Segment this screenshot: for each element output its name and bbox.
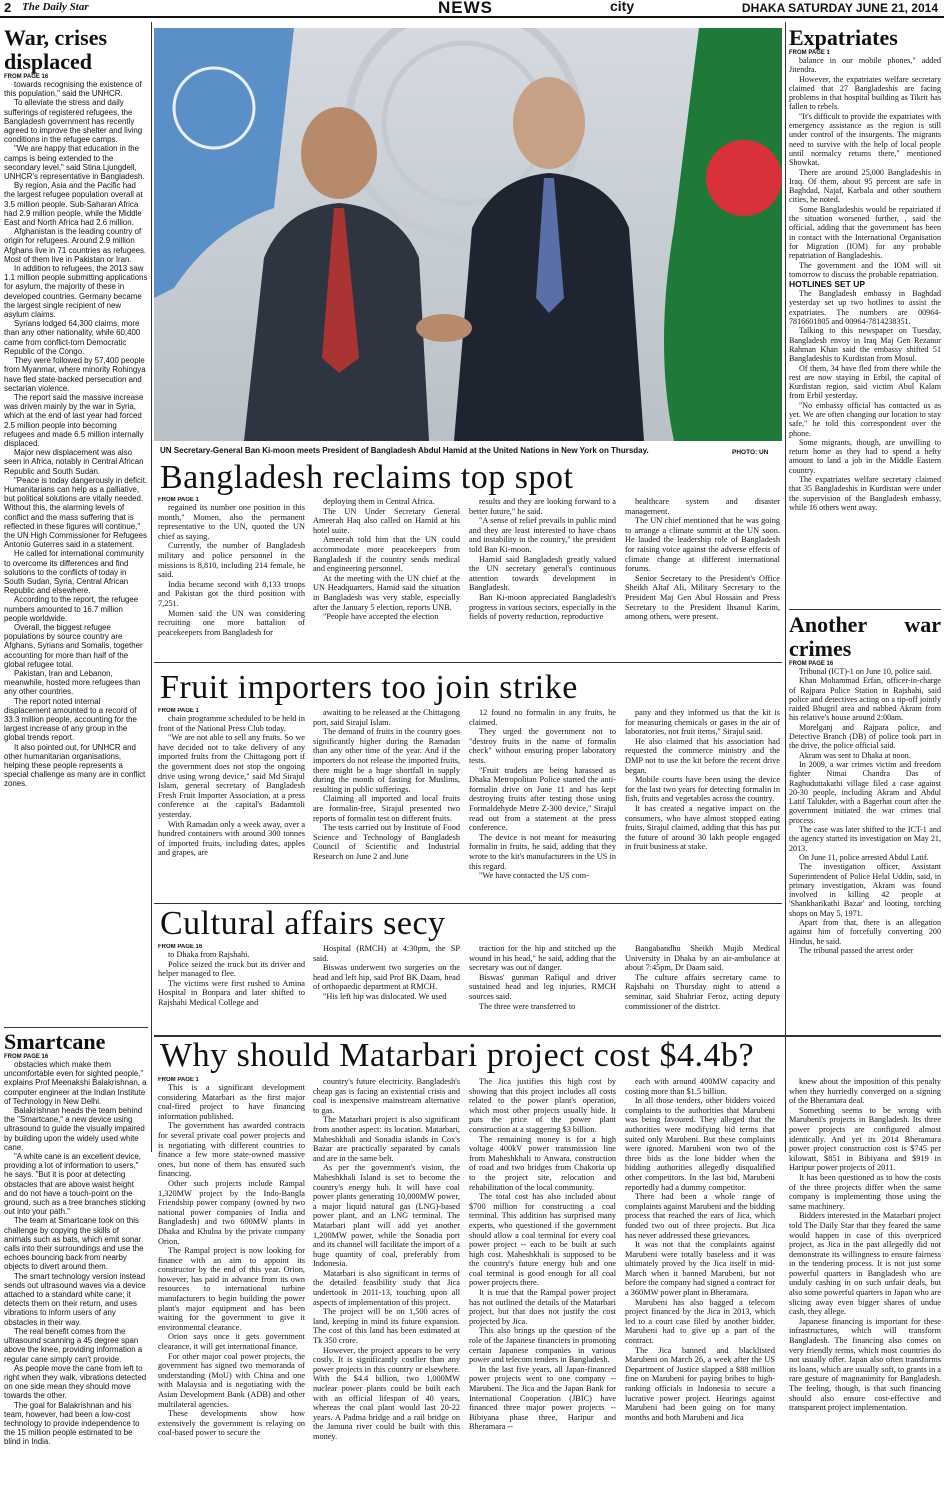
paragraph: The Matarbari project is also significant from another aspect: its location. Matarbari, Maheshkhali and Sonadia islands in Cox's Bazar are practically separated by canals and are in the same belt. (313, 1115, 460, 1163)
paragraph: Hamid said Bangladesh greatly valued the UN secretary general's continuous attention towards development in Bangladesh. (469, 554, 616, 593)
paragraph: The demand of fruits in the country goes significantly higher during the Ramadan than any other time of the year. And if the importers do not release the imported fruits, there might be a huge shortfall in supply during the month of fasting for Muslims, resulting in public sufferings. (313, 727, 460, 794)
column-rule (785, 22, 786, 1152)
column-body (158, 503, 305, 637)
paragraph: It was not that the complaints against Marubeni were totally baseless and it was ultimately proved by the Jica itself in mid-March when it banned Marubeni, but not before the company had signed a contract for a 360MW power plant in Bheramara. (625, 1240, 775, 1298)
paragraph: The Jica banned and blacklisted Marubeni on March 26, a week after the US Department of Justice slapped a $88 million fine on Marubeni for paying bribes to high-ranking officials in Indonesia to secure a lucrative power project. Hearings against Marubeni had been going on for many months and both Marubeni and Jica (625, 1345, 775, 1422)
paragraph: The UN chief mentioned that he was going to arrange a climate summit at the UN soon. He lauded the leadership role of Bangladesh for raising voice against the adverse effects of climate change at different international forums. (625, 516, 780, 574)
paragraph: The government has awarded contracts for several private coal power projects and is negotiating with different countries to finance a few more state-owned massive ones, but none of them has ensured such financing. (158, 1121, 305, 1179)
article-body (4, 1060, 148, 1447)
paper-name: The Daily Star (22, 1, 89, 13)
kicker: FROM PAGE 16 (158, 944, 203, 950)
paragraph: Ameerah told him that the UN could accommodate more peacekeepers from Bangladesh if the country sends medical and engineering personnel. (313, 535, 460, 574)
section-name: NEWS (438, 0, 493, 17)
paragraph: The investigation officer, Assistant Superintendent of Police Helal Uddin, said, in primary investigation, Akram was found involved in killing 42 people at 'Shankharikathi Bazar' and looting, torching shops on May 5, 1971. (789, 862, 941, 918)
paragraph: According to the report, the refugee numbers amounted to 16.7 million people worldwide. (4, 595, 139, 623)
paragraph: In 2009, a war crimes victim and freedom fighter Nimai Chandra Das of Raghuduttakathi village filed a case against 20-30 people, including Akram and Abdul Latif Talukder, with a Bagerhat court after the government initiated the war crimes trial process. (789, 759, 941, 825)
paragraph: Overall, the biggest refugee populations by source country are Afghans, Syrians and Somalis, together accounting for more than half of the global refugee total. (4, 622, 143, 669)
paragraph: Something seems to be wrong with Marubeni's projects in Bangladesh. Its three power projects are configured almost identically. And yet its 2014 Bheramara power project construction cost is $745 per kilowatt, $851 in Bibiyana and $919 in Haripur power projects of 2011. (789, 1105, 941, 1173)
paragraph: The UN Under Secretary General Ameerah Haq also called on Hamid at his hotel suite. (313, 506, 460, 535)
column-body (158, 950, 305, 1008)
paragraph: "We have contacted the US com- (479, 871, 589, 881)
article-column (469, 1077, 616, 1498)
paragraph: The tests carried out by Institute of Food Science and Technology of Bangladesh Council of Scientific and Industrial Research on June 2 and June (313, 823, 460, 861)
kicker: FROM PAGE 16 (4, 1054, 49, 1060)
paragraph: He called for international community to overcome its differences and find solutions to the conflicts of today in South Sudan, Syria, Central African Republic and elsewhere. (4, 549, 144, 596)
paragraph: traction for the hip and stitched up the wound in his head," he said, adding that the secretary was out of danger. (469, 944, 616, 973)
paragraph: In all those tenders, other bidders voiced complaints to the authorities that Marubeni was being favoured. They alleged that the authorities were modifying bid terms that suited only Marubeni. But these complaints were ignored. Marubeni won two of the three bids as the lone bidder when the bidding authorities allegedly disqualified other competitors. In the last bid, Marubeni reportedly had a dummy competitor. (625, 1096, 775, 1192)
paragraph: The Jica justifies this high cost by showing that this project includes all costs related to the power plant's operation, which most other projects usually hide. It puts the price of the power plant construction at a staggering $3 billion. (469, 1077, 616, 1134)
paragraph: Of them, 34 have fled from there while the rest are now staying in Erbil, the capital of Kurdistan region, said victim Abul Kalam from Erbil yesterday. (789, 363, 941, 401)
paragraph: obstacles which make them uncomfortable even for sighted people," explains Prof Meenakshi Balakrishnan, a computer engineer at the Indian Institute of Technology in New Delhi. (4, 1060, 147, 1106)
article-column (469, 497, 616, 647)
paragraph: However, the expatriates welfare secretary claimed that 27 Bangladeshis are facing problems in that hospital building as Tikrit has fallen to rebels. (789, 74, 941, 112)
page-number: 2 (4, 0, 12, 15)
paragraph: The case was later shifted to the ICT-1 and the agency started its investigation on May 21, 2013. (789, 825, 941, 853)
paragraph: "Peace is today dangerously in deficit. Humanitarians can help as a palliative, but political solutions are vitally needed. Without this, the alarming levels of conflict and the mass suffering that is reflected in these figures will continue," the UN High Commissioner for Refugees Antonio Guterres said in a statement. (4, 475, 148, 550)
column-body (313, 944, 460, 1002)
paragraph: knew about the imposition of this penalty when they hurriedly converged on a signing of the Bheramara deal. (789, 1077, 941, 1106)
article-column (469, 944, 616, 1024)
paragraph: The culture affairs secretary came to Rajshahi on Thursday night to attend a seminar, said Shahriar Feroz, acting deputy commissioner of the district. (625, 972, 780, 1011)
paragraph: pany and they informed us that the kit is for measuring chemicals or gases in the air of laboratories, not fruit items," Sirajul said. (625, 708, 780, 737)
article-column (158, 497, 305, 647)
paragraph: Apart from that, there is an allegation against him of forcefully converting 200 Hindus, he said. (789, 918, 941, 946)
paragraph: It has created a negative impact on the consumers, who have almost stopped eating fruits, Sirajul claimed, adding that this has put the future of around 30 lakh people engaged in fruit business at stake. (625, 803, 780, 852)
kicker: FROM PAGE 1 (158, 1077, 199, 1083)
paragraph: Orion says once it gets government clearance, it will get international finance. (158, 1332, 305, 1352)
kicker: FROM PAGE 1 (158, 497, 199, 503)
paragraph: In the last five years, all Japan-financed power projects went to one company -- Marubeni. The Jica and the Japan Bank for International Cooperation (JBIC) have financed three major power projects -- Bibiyana phase three, Haripur and Bheramara -- (469, 1364, 616, 1432)
article-column (313, 944, 460, 1024)
paragraph: 12 found no formalin in any fruits, he claimed. (469, 708, 616, 727)
column-body (469, 944, 616, 1011)
paragraph: Some Bangladeshis would be repatriated if the situation worsened further, , said the official, adding that the government has been in contact with the International Organisation for Migration (IOM) for any probable repatriation of Bangladeshis. (789, 204, 941, 261)
article-title: Another war crimes (789, 613, 941, 661)
paragraph: The expatriates welfare secretary claimed that 35 Bangladeshis in Kurdistan were under the supervision of the Bangladesh embassy, while 16 others went away. (789, 475, 941, 512)
article-column (625, 708, 780, 902)
paragraph: The Bangladesh embassy in Baghdad yesterday set up two hotlines to assist the expatriates. The numbers are 00964-7816601805 and 00964-7814238351. (789, 289, 941, 327)
article-another-war-crimes (789, 613, 941, 1153)
paragraph: In addition to refugees, the 2013 saw 1.1 million people submitting applications for asylum, the majority of these in developed countries. Germany became the largest single recipient of new asylum claims. (4, 264, 148, 320)
paragraph: "No embassy official has contacted us as yet. We are often changing our location to stay safe," he told this correspondent over the phone. (789, 400, 941, 438)
paragraph: They urged the government not to "destroy fruits in the name of formalin check" without ensuring proper laboratory tests. (469, 727, 616, 765)
paragraph: Other such projects include Rampal 1,320MW project by the Indo-Bangla Friendship power company (owned by two national power companies of India and Bangladesh) and two 600MW plants in Dhaka and Khulna by the private company Orion. (158, 1178, 305, 1246)
column-body (313, 1077, 460, 1442)
paragraph: India became second with 8,133 troops and Pakistan got the third position with 7,251. (158, 579, 305, 608)
paragraph: Tribunal (ICT)-1 on June 10, police said. (799, 667, 932, 676)
column-body (313, 497, 460, 622)
paragraph: The victims were first rushed to Amina Hospital in Bonpara and later shifted to Rajshahi Medical College and (158, 978, 305, 1007)
paragraph: However, the project appears to be very costly. It is significantly costlier than any power projects in this country or elsewhere. With the $4.4 billion, two 1,000MW nuclear power plants could be built each with an official lifespan of 40 years, whereas the coal plant would last 20-22 years. A Padma bridge and a rail bridge on the Jamuna river could be built with this money. (313, 1345, 460, 1441)
paragraph: By region, Asia and the Pacific had the largest refugee population overall at 3.5 million people. Sub-Saharan Africa had 2.9 million people, while the Middle East and North Africa had 2.6 million. (4, 181, 143, 228)
paragraph: Biswas' gunman Rafiqul and driver sustained head and leg injuries, RMCH sources said. (469, 972, 616, 1001)
article-column (789, 1077, 941, 1498)
paragraph: Afghanistan is the leading country of origin for refugees. Around 2.9 million Afghans live in 71 countries as refugees. Most of them live in Pakistan or Iran. (4, 227, 147, 264)
divider (4, 1027, 148, 1028)
paragraph: Ban Ki-moon appreciated Bangladesh's progress in various sectors, especially in the fields of poverty reduction, reproductive (469, 592, 616, 622)
paragraph: Senior Secretary to the President's Office Sheikh Altaf Ali, Military Secretary to the President Maj Gen Abul Hossain and Press Secretary to the President Ihsanul Karim, among others, were present. (625, 573, 780, 622)
paragraph: "People have accepted the election (323, 612, 439, 622)
article-smartcane (4, 1030, 148, 1498)
paragraph: Balakrishnan heads the team behind the "Smartcane," a new device using ultrasound to guide the visually impaired by building upon the widely used white cane. (4, 1106, 145, 1152)
article-body (789, 289, 941, 512)
paragraph: With Ramadan only a week away, over a hundred containers with around 300 tonnes of imported fruits, including dates, apples and grapes, are (158, 819, 305, 858)
paragraph: The team at Smartcane took on this challenge by copying the skills of animals such as bats, which emit sonar calls into their surroundings and use the echoes bouncing back from nearby objects to divert around them. (4, 1216, 144, 1272)
kicker: FROM PAGE 1 (789, 50, 830, 56)
paragraph: balance in our mobile phones," added Jitendra. (789, 56, 941, 75)
divider (154, 903, 782, 904)
paragraph: The Rampal project is now looking for finance with an aim to appoint its constructor by the end of this year. Orion, however, has paid in advance from its own resources to international turbine manufacturers to begin building the power plant's major equipment and has been waiting for the government to give it environmental clearance. (158, 1246, 305, 1332)
paragraph: The real benefit comes from the ultrasound scanning a 45 degree span above the knee, providing information a regular cane simply can't provide. (4, 1326, 143, 1364)
paragraph: "A sense of relief prevails in public mind and they are least interested to have chaos and instability in the country," the president told Ban Ki-moon. (469, 516, 616, 554)
article-column (625, 497, 780, 647)
paragraph: As per the government's vision, the Maheshkhali Island is set to become the country's energy hub. It will have coal power plants generating 10,000MW power, a major liquid natural gas (LNG)-based power plant, and an LNG terminal. The Matarbari plant will add yet another 1,200MW power, while the Sonadia port and its channel will facilitate the import of a huge quantity of coal, preferably from Indonesia. (313, 1163, 460, 1269)
paragraph: results and they are looking forward to a better future," he said. (469, 497, 616, 516)
column-body (469, 1077, 616, 1432)
paragraph: each with around 400MW capacity and costing more than $1.5 billion. (625, 1077, 775, 1096)
paragraph: On June 11, police arrested Abdul Latif. (799, 852, 929, 862)
article-column (469, 708, 616, 902)
paragraph: The government and the IOM will sit tomorrow to discuss the probable repatriation. (789, 260, 941, 279)
column-body (625, 1077, 775, 1422)
paragraph: "Fruit traders are being harassed as Dhaka Metropolitan Police started the anti-formalin drive on June 11 and has kept destroying fruits after testing those using Formaldehyde Metre Z-300 device," Sirajul read out from a statement at the press conference. (469, 765, 616, 833)
article-title: War, crises displaced (4, 26, 108, 74)
paragraph: Syrians lodged 64,300 claims, more than any other nationality, while 60,400 came from conflict-torn Democratic Republic of the Congo. (4, 319, 141, 356)
paragraph: These developments show how extensively the government is relaying on coal-based power to secure the (158, 1409, 305, 1438)
column-body (789, 1077, 941, 1413)
paragraph: Major new displacement was also seen in Africa, notably in Central African Republic and South Sudan. (4, 448, 144, 476)
paragraph: The report said the massive increase was driven mainly by the war in Syria, which at the end of last year had forced 2.5 million people into becoming refugees and made 6.5 million internally displaced. (4, 392, 144, 448)
paragraph: Morelganj and Rajpara police, and Detective Branch (DB) of police took part in the drive, the police official said. (789, 722, 941, 751)
paragraph: He also claimed that his association had requested the commerce ministry and the DMP not to use the kit before the recent drive began. (625, 736, 780, 775)
paragraph: chain programme scheduled to be held in front of the National Press Club today. (158, 714, 305, 733)
article-column (158, 944, 305, 1024)
paragraph: Bangabandhu Sheikh Mujib Medical University in Dhaka by an air-ambulance at about 7:45pm, Dr Daam said. (625, 944, 780, 973)
article-body (789, 667, 941, 955)
paragraph: It has been questioned as to how the costs of the three projects differ when the same company is implementing those using the same machinery. (789, 1172, 941, 1211)
column-body (469, 497, 616, 622)
article-column (313, 708, 460, 902)
paragraph: The device is not meant for measuring formalin in fruits, he said, adding that they wrote to the kit's manufacturers in the US in this regard. (469, 832, 616, 871)
headline-reclaims: Bangladesh reclaims top spot (160, 459, 574, 496)
photo-caption: UN Secretary-General Ban Ki-moon meets President of Bangladesh Abdul Hamid at the United Nations in New York on Thursday. (160, 446, 649, 455)
paragraph: This also brings up the question of the role of the Japanese financiers in promoting certain Japanese companies in various power and telecom tenders in Bangladesh. (469, 1326, 616, 1365)
paragraph: Hospital (RMCH) at 4:30pm, the SP said. (313, 944, 460, 963)
news-photo (154, 28, 782, 441)
photo-illustration (154, 28, 782, 441)
column-body (158, 1083, 305, 1438)
divider (789, 609, 941, 610)
kicker: FROM PAGE 16 (789, 661, 834, 667)
paragraph: For other major coal power projects, the government has signed two memoranda of understanding (MoU) with China and one with Malaysia and is negotiating with the Asian Development Bank (ADB) and other multilateral agencies. (158, 1351, 305, 1409)
paragraph: The remaining money is for a high voltage 400kV power transmission line from Maheshkhali to Anwara, construction of road and two bridges from Chakoria up to the project site, relocation and rehabilitation of the local community. (469, 1134, 616, 1192)
paragraph: "We are happy that education in the camps is being extended to the secondary level," said Stina Ljungdell, UNHCR's representative in Bangladesh. (4, 144, 145, 182)
column-body (313, 708, 460, 862)
column-body (625, 944, 780, 1011)
paragraph: At the meeting with the UN chief at the UN Headquarters, Hamid said the situation in Bangladesh was very stable, especially after the January 5 election, reports UNB. (313, 573, 460, 612)
paragraph: They were followed by 57,400 people from Myanmar, where minority Rohingya have fled state-backed persecution and sectarian violence. (4, 356, 146, 393)
paragraph: Talking to this newspaper on Tuesday, Bangladesh envoy in Iraq Maj Gen Rezanur Rahman Khan said the embassy shifted 51 Bangladeshis to Kurdistan from Mosul. (789, 326, 941, 364)
article-title: Expatriates (789, 26, 898, 50)
paragraph: "A white cane is an excellent device, providing a lot of information to users," he says. "But it is poor at detecting obstacles that are above waist height and do not have a touch-point on the ground, such as a tree branches sticking out into your path." (4, 1152, 146, 1217)
paragraph: Akram was sent to Dhaka at noon. (799, 750, 911, 760)
column-rule (151, 22, 152, 1152)
article-column (158, 708, 305, 902)
article-column (625, 944, 780, 1024)
paragraph: Marubeni has also bagged a telecom project financed by the Jica in 2013, which led to a court case filed by another bidder. Marubeni had to give up a part of the contract. (625, 1297, 775, 1346)
column-body (625, 708, 780, 852)
article-expatriates (789, 26, 941, 606)
paragraph: Matarbari is also significant in terms of the detailed feasibility study that Jica undertook in 2011-13, touching upon all aspects of implementation of this project. (313, 1268, 460, 1307)
paragraph: The smart technology version instead sends out ultrasound waves via a device attached to a standard white cane; it detects them on their return, and uses vibrations to inform users of any obstacles in their way. (4, 1271, 146, 1327)
article-war-crises (4, 26, 148, 1026)
paragraph: Japanese financing is important for these infrastructures, which will transform Bangladesh. The financing also comes on very friendly terms, which most countries do not usually offer. Japan also often transforms its loans, which are usually soft, to grants in a rare gesture of magnanimity for Bangladesh. The feeling, though, is that such financing should also ensure cost-effective and transparent project implementation. (789, 1316, 941, 1413)
paragraph: The project will be on 1,500 acres of land, keeping in mind its future expansion. The cost of this land has been estimated at Tk 350 crore. (313, 1307, 460, 1346)
paragraph: "We are not able to sell any fruits. So we have decided not to take delivery of any imported fruits from the Chittagong port if the government does not stop the ongoing drive using wrong device," said Md Sirajul Islam, general secretary of Bangladesh Fresh Fruit Importer Association, at a press conference at the capital's Badamtoli yesterday. (158, 733, 305, 819)
paragraph: Some migrants, though, are unwilling to return home as they had to spend a hefty amount to land a job in the Middle Eastern country. (789, 437, 941, 475)
subsection-name: city (610, 0, 635, 14)
article-body (789, 56, 941, 279)
paragraph: Biswas underwent two surgeries on the head and left hip, said Prof BK Daam, head of orthopaedic department at RMCH. (313, 963, 460, 992)
paragraph: There are around 25,000 Bangladeshis in Iraq. Of them, about 95 percent are safe in Baghdad, Najaf, Karbala and other southern cities, he noted. (789, 167, 941, 205)
paragraph: As people move the cane from left to right when they walk, vibrations detected on one side mean they should move towards the other. (4, 1363, 147, 1401)
paragraph: It also pointed out, for UNHCR and other humanitarian organisations, helping these people represents a special challenge as many are in conflict zones. (4, 742, 146, 789)
paragraph: "His left hip was dislocated. We used (323, 991, 447, 1001)
article-column (313, 1077, 460, 1498)
paragraph: awaiting to be released at the Chittagong port, said Sirajul Islam. (313, 708, 460, 727)
photo-credit: PHOTO: UN (732, 449, 769, 456)
paragraph: Pakistan, Iran and Lebanon, meanwhile, hosted more refugees than any other countries. (4, 669, 141, 697)
paragraph: This is a significant development considering Matarbari as the first major coal-fired project to have financing information published. (158, 1083, 305, 1121)
article-column (158, 1077, 305, 1498)
headline-matarbari: Why should Matarbari project cost $4.4b? (160, 1037, 755, 1074)
dateline: DHAKA SATURDAY JUNE 21, 2014 (741, 1, 938, 15)
subheading: HOTLINES SET UP (789, 279, 866, 290)
paragraph: The total cost has also included about $700 million for constructing a coal terminal. This addition has surprised many experts, who questioned if the government should allow a coal terminal for every coal power project -- each to be built at such high cost. Maheshkhali is supposed to be the country's future energy hub and one coal terminal is good enough for all coal power projects there. (469, 1192, 616, 1288)
paragraph: country's future electricity. Bangladesh's cheap gas is facing an existential crisis and coal is inexpensive mainstream alternative to gas. (313, 1077, 460, 1115)
paragraph: Claiming all imported and local fruits are formalin-free, Sirajul presented two reports of formalin test on different fruits. (313, 794, 460, 823)
article-body (4, 80, 148, 789)
paragraph: towards recognising the existence of this population," said the UNHCR. (4, 80, 142, 99)
paragraph: "It's difficult to provide the expatriates with emergency assistance as the region is still under control of the insurgents. The migrants need to survive with the help of local people until normalcy returns there," mentioned Showkat. (789, 111, 941, 168)
paragraph: to Dhaka from Rajshahi. (168, 950, 250, 959)
divider (154, 662, 782, 663)
paragraph: The report noted internal displacement amounted to a record of 33.3 million people, accounting for the largest increase of any group in the global trends report. (4, 696, 137, 743)
paragraph: Currently, the number of Bangladesh military and police personnel in the missions is 8,810, including 214 female, he said. (158, 541, 305, 580)
paragraph: The three were transferred to (479, 1001, 576, 1011)
paragraph: The goal for Balakrishnan and his team, however, had been a low-cost technology to provide independence to the 15 million people estimated to be blind in India. (4, 1400, 140, 1447)
kicker: FROM PAGE 16 (4, 74, 49, 80)
paragraph: To alleviate the stress and daily sufferings of registered refugees, the Bangladesh government has recently agreed to improve the shelter and living conditions in the refugee camps. (4, 98, 143, 145)
paragraph: Momen said the UN was considering recruiting one more battalion of peacekeepers from Bangladesh for (158, 608, 305, 637)
paragraph: It is true that the Rampal power project has not outlined the details of the Matarbari project, but that does not justify the cost projected by Jica. (469, 1288, 616, 1326)
paragraph: regained its number one position in this month," Momen, also the permanent representative to the UN, quoted the UN chief as saying. (158, 503, 305, 541)
paragraph: healthcare system and disaster management. (625, 497, 780, 516)
paragraph: The tribunal passed the arrest order (799, 945, 914, 955)
kicker: FROM PAGE 1 (158, 708, 199, 714)
headline-cultural: Cultural affairs secy (160, 905, 446, 942)
column-body (625, 497, 780, 622)
paragraph: Police seized the truck but its driver and helper managed to flee. (158, 959, 305, 979)
paragraph: Mobile courts have been using the device for the last two years for detecting formalin in fish, fruits and vegetables across the country. (625, 775, 780, 804)
paragraph: deploying them in Central Africa. (323, 497, 435, 506)
paragraph: Bidders interested in the Matarbari project told The Daily Star that they feared the same would happen in case of this overpriced project, as Jica in the past allegedly did not demonstrate its willingness to ensure fairness in the tendering process. It is not just some powerful quarters in Bangladesh who are unduly cashing in on such unfair deals, but also some powerful quarters in Japan who are slicing away even bigger shares of undue cash, they allege. (789, 1211, 941, 1317)
column-body (469, 708, 616, 881)
column-body (158, 714, 305, 858)
article-column (313, 497, 460, 647)
paragraph: Khan Mohammad Erfan, officer-in-charge of Rajpara Police Station in Rajshahi, said police and detectives acting on a tip-off jointly raided Bhugril area and nabbed Akram from his relative's house around 2:00am. (789, 676, 941, 723)
headline-fruit: Fruit importers too join strike (160, 669, 578, 706)
paragraph: There had been a whole range of complaints against Marubeni and the bidding process that reached the ears of Jica, which funded two out of three projects. But Jica has never addressed these grievances. (625, 1192, 775, 1240)
article-column (625, 1077, 775, 1498)
article-title: Smartcane (4, 1030, 106, 1054)
